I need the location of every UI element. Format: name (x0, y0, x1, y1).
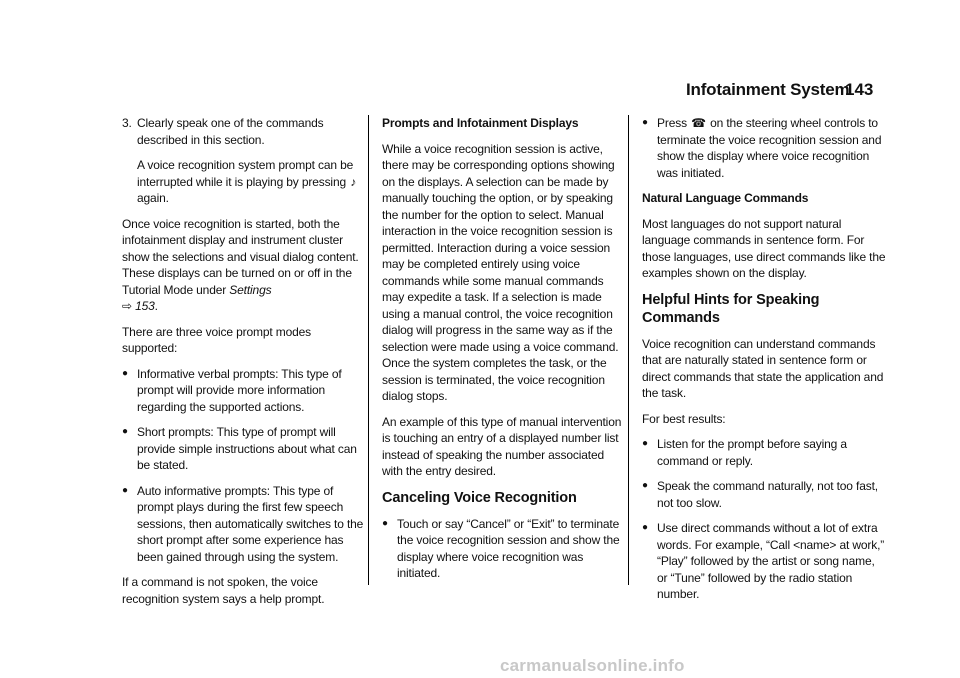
bullet-icon: ● (382, 517, 388, 529)
subheading: Prompts and Infotainment Displays (382, 116, 579, 130)
paragraph: If a command is not spoken, the voice recognition system says a help prompt. (122, 575, 325, 606)
page-reference-icon: ⇨ (122, 299, 132, 313)
list-item (122, 483, 367, 566)
paragraph: There are three voice prompt modes supported: (122, 324, 311, 355)
bullet-icon: ● (122, 367, 128, 379)
column-3 (642, 115, 887, 612)
list-item-text-part: Press (657, 116, 687, 130)
paragraph: While a voice recognition session is active, there may be corresponding options showing on the displays. A selection can be made by manually touching the option, or by speaking the number for the option to select. Manual interaction in the voice recognition session is permitted. Interaction during a voice session may be completed entirely using voice commands while some manual commands may expedite a task. If a selection is made using a manual control, the voice recognition dialog will progress in the same way as if the selection were made using a voice command. Once the system completes the task, or the session is terminated, the voice recognition dialog stops. (382, 141, 619, 403)
list-item-text: Short prompts: This type of prompt will provide simple instructions about what can be stated. (137, 425, 357, 472)
page-reference[interactable]: 153 (135, 299, 155, 313)
paragraph (122, 216, 367, 315)
list-item-text: Listen for the prompt before saying a command or reply. (657, 437, 847, 468)
list-item-text: Use direct commands without a lot of extra words. For example, “Call <name> at work,” “Play” followed by the artist or song name, or “Tune” followed by the radio station number. (657, 521, 885, 601)
step-text: Clearly speak one of the commands described in this section. (137, 116, 324, 147)
paragraph-text: . (154, 299, 158, 313)
bullet-icon: ● (642, 438, 648, 449)
column-divider (368, 115, 369, 585)
paragraph: For best results: (642, 411, 726, 426)
push-to-talk-icon: ♪ (350, 174, 357, 189)
paragraph: An example of this type of manual intervention is touching an entry of a displayed number list instead of speaking the number associated with the entry desired. (382, 414, 622, 478)
list-item-text: Informative verbal prompts: This type of prompt will provide more information regarding the supported actions. (137, 366, 342, 414)
bullet-icon: ● (642, 480, 648, 491)
list-item (642, 520, 887, 603)
paragraph (122, 157, 367, 207)
paragraph-text: again. (137, 191, 169, 205)
list-item (122, 424, 367, 474)
column-1 (122, 115, 367, 616)
subheading: Natural Language Commands (642, 191, 809, 205)
column-2 (382, 115, 627, 591)
paragraph: Most languages do not support natural language commands in sentence form. For those languages, use direct commands like the examples shown on the display. (642, 216, 886, 280)
list-item-text: Touch or say “Cancel” or “Exit” to terminate the voice recognition session and show the display where voice recognition was initiated. (397, 516, 620, 580)
section-heading: Canceling Voice Recognition (382, 489, 577, 506)
bullet-icon: ● (122, 426, 128, 437)
list-item-text: Speak the command naturally, not too fast, not too slow. (657, 479, 878, 510)
paragraph-text: Once voice recognition is started, both the infotainment display and instrument cluster show the selections and visual dialog content. These displays can be turned on or off in the Tutorial Mode under (122, 216, 359, 297)
section-heading: Helpful Hints for Speaking Commands (642, 291, 820, 326)
paragraph: Voice recognition can understand commands that are naturally stated in sentence form or direct commands that state the application and the task. (642, 336, 884, 400)
bullet-icon: ● (642, 117, 648, 128)
list-item (642, 436, 887, 469)
end-call-icon: ☎ (691, 116, 706, 130)
list-item (642, 115, 887, 181)
step-number: 3. (122, 116, 132, 130)
page-number: 143 (845, 80, 874, 99)
paragraph-text: A voice recognition system prompt can be interrupted while it is playing by pressing (137, 158, 354, 189)
bullet-icon: ● (642, 522, 648, 533)
list-item-text: Auto informative prompts: This type of prompt plays during the first few speech sessions, then automatically switches to the short prompt after some experience has been gained through using the system. (137, 483, 364, 564)
list-item (122, 366, 367, 416)
list-item (642, 478, 887, 511)
list-item-text (657, 115, 887, 181)
bullet-icon: ● (122, 484, 128, 496)
column-divider (628, 115, 629, 585)
list-item-text-part: on the steering wheel controls to terminate the voice recognition session and show the display where voice recognition was initiated. (657, 116, 882, 180)
cross-reference-link[interactable]: Settings (229, 282, 272, 297)
watermark: carmanualsonline.info (500, 656, 685, 675)
section-title: Infotainment System (686, 80, 850, 99)
numbered-step (122, 115, 367, 148)
list-item (382, 516, 627, 582)
